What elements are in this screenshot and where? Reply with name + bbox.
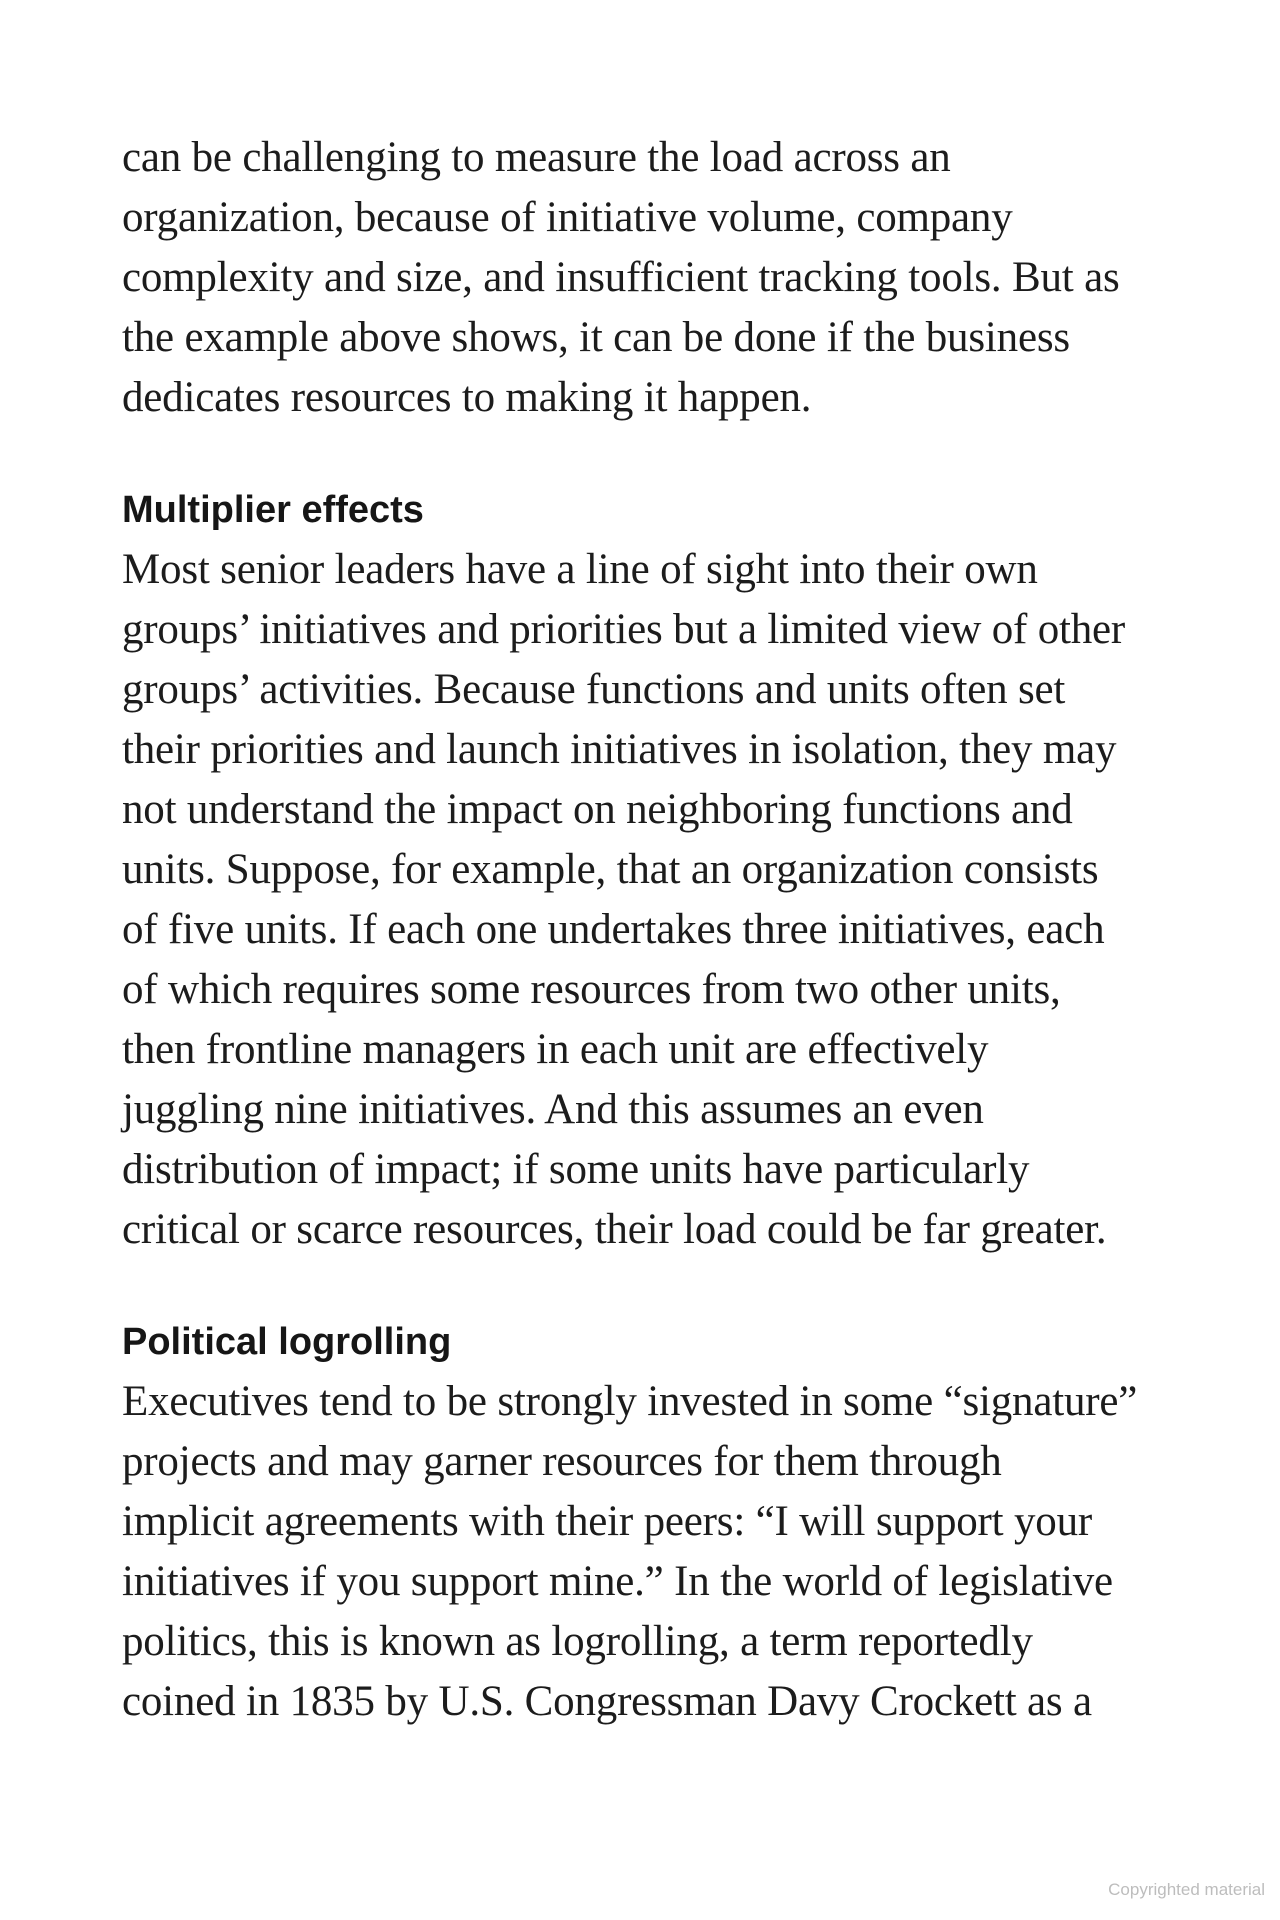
text-line: the example above shows, it can be done if the business bbox=[122, 314, 1070, 361]
text-line: units. Suppose, for example, that an organization consists bbox=[122, 846, 1099, 893]
paragraph-multiplier-effects bbox=[122, 540, 1162, 1260]
text-line: projects and may garner resources for them through bbox=[122, 1438, 1002, 1485]
section-heading-political-logrolling: Political logrolling bbox=[122, 1321, 452, 1363]
text-line: of which requires some resources from two other units, bbox=[122, 966, 1061, 1013]
section-heading-multiplier-effects: Multiplier effects bbox=[122, 489, 424, 531]
text-line: implicit agreements with their peers: “I will support your bbox=[122, 1498, 1092, 1545]
text-line: then frontline managers in each unit are effectively bbox=[122, 1026, 989, 1073]
text-line: distribution of impact; if some units have particularly bbox=[122, 1146, 1030, 1193]
text-line: organization, because of initiative volume, company bbox=[122, 194, 1013, 241]
text-line: politics, this is known as logrolling, a term reportedly bbox=[122, 1618, 1033, 1665]
paragraph-continuation bbox=[122, 128, 1162, 428]
text-line: coined in 1835 by U.S. Congressman Davy Crockett as a bbox=[122, 1678, 1092, 1725]
text-line: groups’ initiatives and priorities but a limited view of other bbox=[122, 606, 1126, 653]
text-line: Executives tend to be strongly invested in some “signature” bbox=[122, 1378, 1138, 1425]
copyright-watermark: Copyrighted material bbox=[1108, 1880, 1265, 1899]
text-line: complexity and size, and insufficient tracking tools. But as bbox=[122, 254, 1120, 301]
text-line: dedicates resources to making it happen. bbox=[122, 374, 812, 421]
paragraph-political-logrolling bbox=[122, 1372, 1162, 1732]
text-line: not understand the impact on neighboring functions and bbox=[122, 786, 1073, 833]
text-line: can be challenging to measure the load across an bbox=[122, 134, 951, 181]
text-line: initiatives if you support mine.” In the world of legislative bbox=[122, 1558, 1113, 1605]
text-line: their priorities and launch initiatives in isolation, they may bbox=[122, 726, 1117, 773]
text-line: groups’ activities. Because functions and units often set bbox=[122, 666, 1066, 713]
text-line: critical or scarce resources, their load could be far greater. bbox=[122, 1206, 1107, 1253]
text-line: of five units. If each one undertakes three initiatives, each bbox=[122, 906, 1105, 953]
text-line: Most senior leaders have a line of sight into their own bbox=[122, 546, 1038, 593]
page-text-column bbox=[122, 128, 1162, 1732]
text-line: juggling nine initiatives. And this assumes an even bbox=[122, 1086, 984, 1133]
